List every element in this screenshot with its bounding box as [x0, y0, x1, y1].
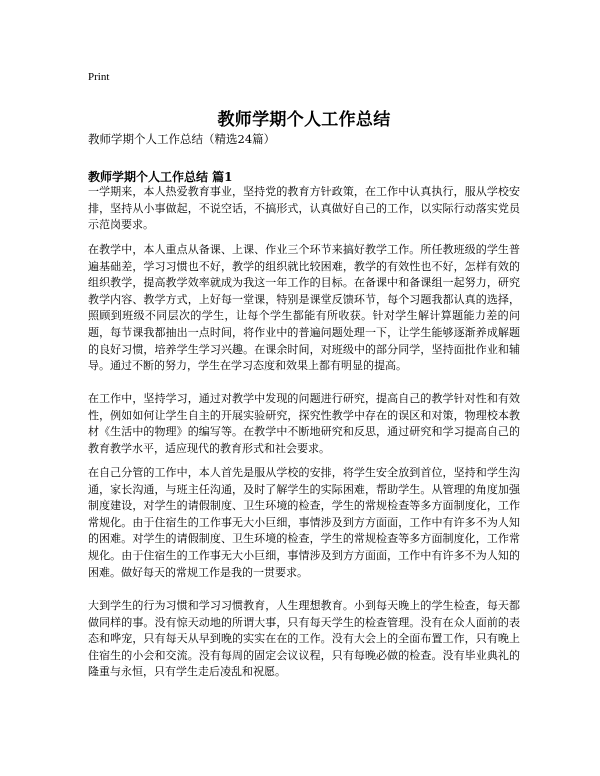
paragraph-2: 在教学中，本人重点从备课、上课、作业三个环节来搞好教学工作。所任教班级的学生普遍基础差，学习习惯也不好，教学的组织就比较困难，教学的有效性也不好，怎样有效的组织教学，提高教学效率就成为我这一年工作的目标。在备课中和备课组一起努力，研究教学内容、教学方式，上好每一堂课，特别是课堂反馈环节，每个习题我都认真的选择，照顾到班级不同层次的学生，让每个学生都能有所收获。针对学生解计算题能力差的问题，每节课我都抽出一点时间，将作业中的普遍问题处理一下，让学生能够逐渐养成解题的良好习惯，培养学生学习兴趣。在课余时间，对班级中的部分同学，坚持面批作业和辅导。通过不断的努力，学生在学习态度和效果上都有明显的提高。 — [88, 243, 520, 373]
page-title: 教师学期个人工作总结 — [217, 110, 391, 131]
paragraph-3: 在工作中，坚持学习，通过对教学中发现的问题进行研究，提高自己的教学针对性和有效性，例如如何让学生自主的开展实验研究，探究性教学中存在的误区和对策，物理校本教材《生活中的物理》的编写等。在教学中不断地研究和反思，通过研究和学习提高自己的教育教学水平，适应现代的教育形式和社会要求。 — [88, 392, 520, 455]
print-label[interactable]: Print — [88, 71, 110, 83]
document-subtitle: 教师学期个人工作总结（精选24篇） — [88, 132, 276, 146]
paragraph-4: 在自己分管的工作中，本人首先是服从学校的安排，将学生安全放到首位，坚持和学生沟通，家长沟通，与班主任沟通，及时了解学生的实际困难，帮助学生。从管理的角度加强制度建设，对学生的请假制度、卫生环境的检查，学生的常规检查等多方面制度化，工作常规化。由于住宿生的工作事无大小巨细，事情涉及到方方面面，工作中有许多不为人知的困难。对学生的请假制度、卫生环境的检查，学生的常规检查等多方面制度化，工作常规化。由于住宿生的工作事无大小巨细，事情涉及到方方面面，工作中有许多不为人知的困难。做好每天的常规工作是我的一贯要求。 — [88, 466, 520, 579]
paragraph-1: 一学期来，本人热爱教育事业，坚持党的教育方针政策，在工作中认真执行，服从学校安排，坚持从小事做起，不说空话，不搞形式，认真做好自己的工作，以实际行动落实党员示范岗要求。 — [88, 185, 520, 232]
section-heading: 教师学期个人工作总结 篇1 — [88, 169, 233, 184]
paragraph-5: 大到学生的行为习惯和学习习惯教育，人生理想教育。小到每天晚上的学生检查，每天都做同样的事。没有惊天动地的所谓大事，只有每天学生的检查管理。没有在众人面前的表态和哗宠，只有每天从早到晚的实实在在的工作。没有大会上的全面布置工作，只有晚上住宿生的小会和交流。没有每周的固定会议议程，只有每晚必做的检查。没有毕业典礼的隆重与永恒，只有学生走后凌乱和祝愿。 — [88, 599, 520, 679]
